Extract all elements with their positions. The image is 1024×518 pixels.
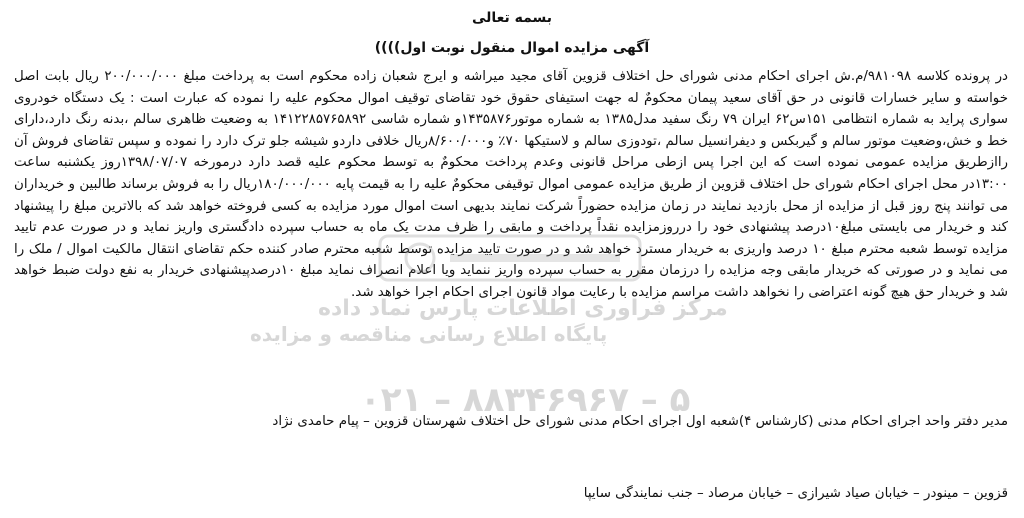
watermark-phone: ۰۲۱ – ۸۸۳۴۶۹۶۷ – ۵ <box>360 380 691 420</box>
notice-title: آگهی مزایده اموال منقول نوبت اول)))) <box>374 40 650 56</box>
signature-line: مدیر دفتر واحد اجرای احکام مدنی (کارشناس ۴)شعبه اول اجرای احکام مدنی شورای حل اختلاف شهرستان قزوین – پیام حامدی نژاد <box>272 414 1008 429</box>
address-line: قزوین – مینودر – خیابان صیاد شیرازی – خیابان مرصاد – جنب نمایندگی سایپا <box>583 486 1008 501</box>
watermark-line-2: پایگاه اطلاع رسانی مناقصه و مزایده <box>250 322 608 346</box>
watermark-line-1: مرکز فراوری اطلاعات پارس نماد داده <box>318 296 728 321</box>
notice-body-text: در پرونده کلاسه ۹۸۱۰۹۸/م.ش اجرای احکام مدنی شورای حل اختلاف قزوین آقای مجید میراشه و ایرج شعبان زاده محکوم است به پرداخت مبلغ ۲۰۰/۰۰۰/۰۰۰ ریال بابت اصل خواسته و سایر خسارات قانونی در حق آقای سعید پیمان محکومٌ له جهت استیفای حقوق خود تقاضای توقیف اموال محکوم علیه را نموده که عبارت است : یک دستگاه خودروی سواری پراید به شماره انتظامی ۱۵۱س۶۲ ایران ۷۹ رنگ سفید مدل۱۳۸۵ به شماره موتور۱۴۳۵۸۷۶و شماره شاسی ۱۴۱۲۲۸۵۷۶۵۸۹۲ به وضعیت ظاهری سالم ،بدنه رنگ دارد،دارای خط و خش،وضعیت موتور سالم و گیربکس و دیفرانسیل سالم ،تودوزی سالم و لاستیکها ۷۰٪ و۸/۶۰۰/۰۰۰ریال خلافی داردو شیشه جلو ترک دارد را نموده و سپس تقاضای فروش آن رااز‌طریق مزایده عمومی نموده است که این اجرا پس ازطی مراحل قانونی وعدم پرداخت محکومٌ به توسط محکوم علیه قصد دارد درمورخه ۱۳۹۸/۰۷/۰۷روز یکشنبه ساعت ۱۳:۰۰در محل اجرای احکام شورای حل اختلاف قزوین از طریق مزایده عمومی اموال توقیفی محکومٌ علیه را به قیمت پایه ۱۸۰/۰۰۰/۰۰۰ریال را به فروش برساند طالبین و خریداران می توانند پنج روز قبل از مزایده از محل بازدید نمایند در زمان مزایده حضوراً شرکت نمایند بدیهی است اموال مورد مزایده به کسی فروخته خواهد شد که بالاترین مبلغ را پیشنهاد کند و خریدار می بایستی مبلغ۱۰درصد پیشنهادی خود را درروزمزایده نقداً پرداخت و مابقی را ظرف مدت یک ماه به حساب سپرده دادگستری واریز نماید و در صورت عدم تایید مزایده توسط شعبه محترم مبلغ ۱۰ درصد واریزی به خریدار مسترد خواهد شد و در صورت تایید مزایده توسط شعبه محترم صادر کننده حکم تقاضای انتقال مالکیت اموال / ملک را می نماید و در صورتی که خریدار مابقی وجه مزایده را درزمان مقرر به حساب سپرده واریز ننماید ویا اعلام انصراف نماید مبلغ ۱۰درصدپیشنهادی خریدار به نفع دولت ضبط خواهد شد و خریدار حق هیچ گونه اعتراضی را نخواهد داشت مراسم مزایده با رعایت مواد قانون اجرای احکام اجرا خواهد شد. <box>14 69 1009 300</box>
basmala-heading: بسمه تعالی <box>471 10 553 26</box>
